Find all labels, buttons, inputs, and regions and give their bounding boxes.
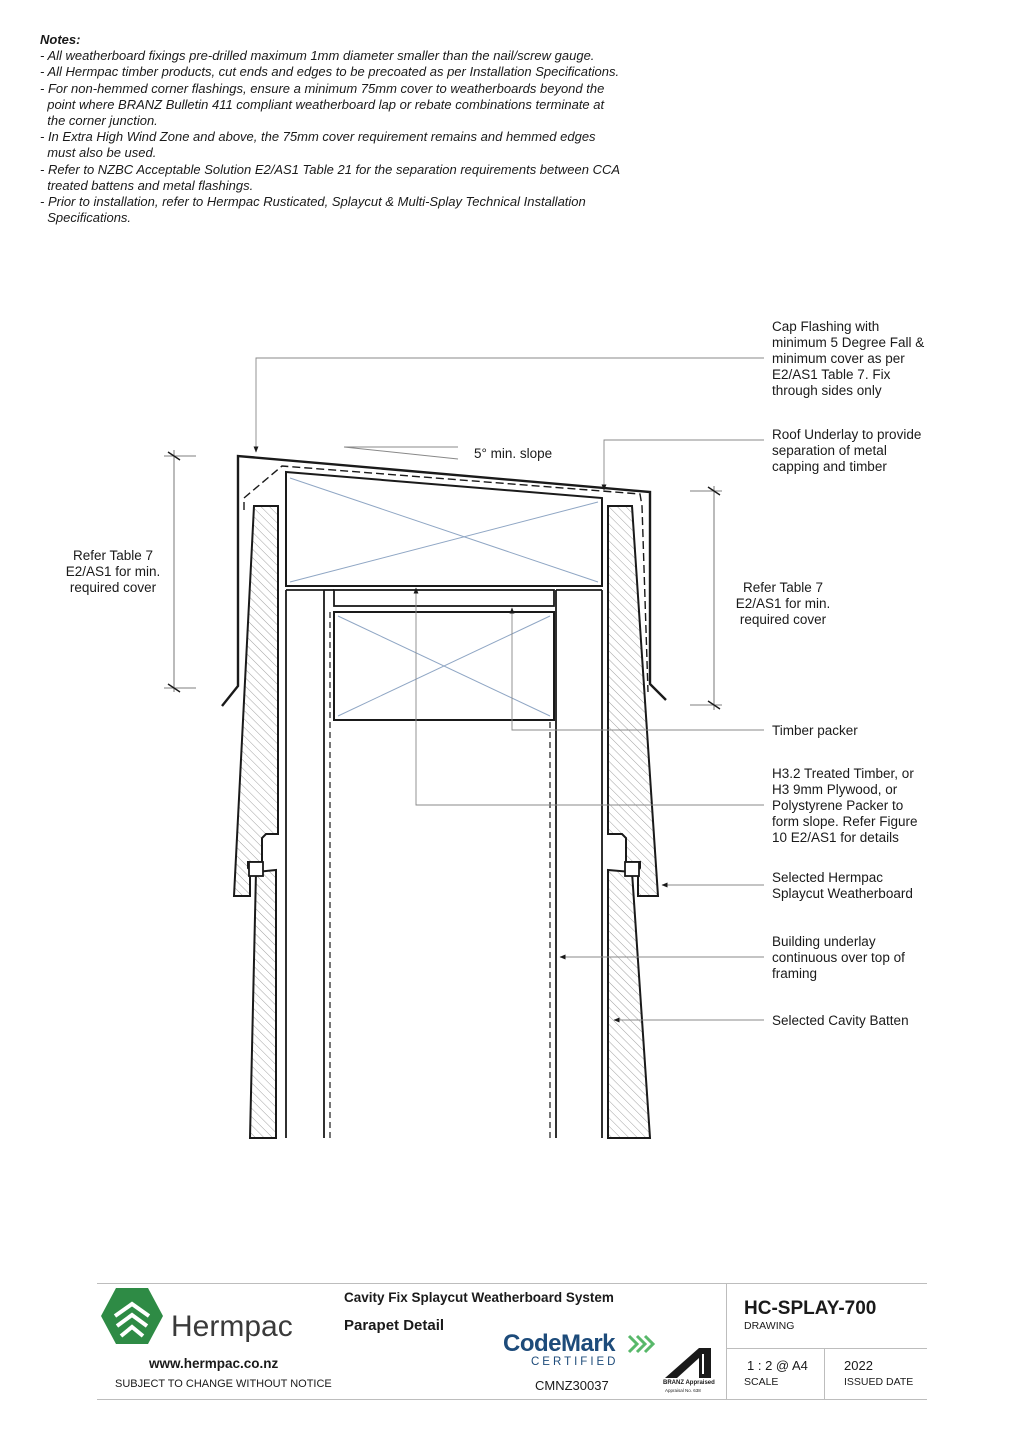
svg-text:Building underlay: Building underlay <box>772 934 876 949</box>
svg-text:Splaycut Weatherboard: Splaycut Weatherboard <box>772 886 913 901</box>
hermpac-logo-icon <box>99 1286 165 1350</box>
issued-label: ISSUED DATE <box>844 1376 914 1388</box>
system-title: Cavity Fix Splaycut Weatherboard System <box>344 1290 614 1305</box>
svg-text:required cover: required cover <box>69 580 157 595</box>
svg-text:capping and timber: capping and timber <box>772 459 887 474</box>
right-weatherboard-lower <box>608 870 650 1138</box>
note-line: - In Extra High Wind Zone and above, the 75mm cover requirement remains and hemmed edges <box>40 129 596 145</box>
branz-appraised-icon <box>663 1344 713 1380</box>
note-line: the corner junction. <box>40 113 158 129</box>
roof-underlay-label <box>772 427 921 474</box>
codemark-logo: CodeMark <box>503 1330 616 1357</box>
treated-timber-label <box>772 766 918 845</box>
drawing-label: DRAWING <box>744 1320 795 1332</box>
note-line: - For non-hemmed corner flashings, ensure a minimum 75mm cover to weatherboards beyond the <box>40 80 605 96</box>
svg-text:Cap Flashing with: Cap Flashing with <box>772 319 880 334</box>
detail-title: Parapet Detail <box>344 1317 445 1334</box>
svg-text:required cover: required cover <box>739 612 827 627</box>
issued-year: 2022 <box>844 1358 873 1373</box>
note-line: - Refer to NZBC Acceptable Solution E2/AS1 Table 21 for the separation requirements between CCA <box>40 161 621 177</box>
codemark-certified: CERTIFIED <box>531 1356 619 1368</box>
svg-text:H3 9mm Plywood, or: H3 9mm Plywood, or <box>772 782 898 797</box>
note-line: point where BRANZ Bulletin 411 compliant weatherboard lap or rebate combinations terminate at <box>40 96 605 112</box>
svg-text:10 E2/AS1 for details: 10 E2/AS1 for details <box>772 830 899 845</box>
svg-text:Refer Table 7: Refer Table 7 <box>72 548 154 563</box>
notes-title: Notes: <box>40 32 81 47</box>
svg-text:Selected Hermpac: Selected Hermpac <box>772 870 884 885</box>
right-cover-label <box>736 580 831 627</box>
svg-text:Selected Cavity Batten: Selected Cavity Batten <box>772 1013 909 1028</box>
note-line: - All Hermpac timber products, cut ends and edges to be precoated as per Installation Specifications. <box>40 64 620 80</box>
svg-text:minimum cover as per: minimum cover as per <box>772 351 905 366</box>
left-weatherboard-upper <box>234 506 278 896</box>
svg-text:framing: framing <box>772 966 818 981</box>
cavity-batten-label <box>772 1013 909 1028</box>
title-block <box>97 1283 927 1400</box>
svg-text:continuous over top of: continuous over top of <box>772 950 905 965</box>
right-cavity-batten <box>625 862 639 876</box>
note-line: Specifications. <box>40 210 132 226</box>
svg-text:Roof Underlay to provide: Roof Underlay to provide <box>772 427 922 442</box>
top-sloped-timber <box>286 472 602 586</box>
certificate-number: CMNZ30037 <box>535 1378 609 1393</box>
scale-value: 1 : 2 @ A4 <box>747 1358 808 1373</box>
note-line: must also be used. <box>40 145 157 161</box>
svg-text:Polystyrene Packer to: Polystyrene Packer to <box>772 798 904 813</box>
left-cavity-batten <box>249 862 263 876</box>
svg-text:E2/AS1 for min.: E2/AS1 for min. <box>65 564 161 579</box>
cap-flashing-label <box>772 319 924 398</box>
codemark-chevron-icon <box>627 1334 655 1354</box>
svg-text:E2/AS1 for min.: E2/AS1 for min. <box>735 596 831 611</box>
left-weatherboard-lower <box>250 870 276 1138</box>
scale-label: SCALE <box>744 1376 779 1388</box>
svg-text:Refer Table 7: Refer Table 7 <box>742 580 824 595</box>
svg-text:E2/AS1 Table 7. Fix: E2/AS1 Table 7. Fix <box>772 367 891 382</box>
slope-label: 5° min. slope <box>474 446 553 461</box>
timber-packer-label <box>772 723 858 738</box>
svg-text:through sides only: through sides only <box>772 383 882 398</box>
note-line: - Prior to installation, refer to Hermpac Rusticated, Splaycut & Multi-Splay Technical Installation <box>40 194 586 210</box>
note-line: treated battens and metal flashings. <box>40 177 254 193</box>
building-underlay-label <box>772 934 905 981</box>
note-line: - All weatherboard fixings pre-drilled maximum 1mm diameter smaller than the nail/screw gauge. <box>40 48 595 64</box>
svg-text:separation of metal: separation of metal <box>772 443 887 458</box>
weatherboard-label <box>772 870 913 901</box>
branz-label: BRANZ Appraised <box>663 1380 715 1386</box>
svg-text:H3.2 Treated Timber, or: H3.2 Treated Timber, or <box>772 766 914 781</box>
svg-text:minimum 5 Degree Fall &: minimum 5 Degree Fall & <box>772 335 925 350</box>
svg-text:Timber packer: Timber packer <box>772 723 858 738</box>
left-cover-label <box>66 548 161 595</box>
brand-name: Hermpac <box>171 1310 293 1343</box>
branz-sub-label: Appraisal No. 638 <box>665 1388 701 1393</box>
website-link[interactable]: www.hermpac.co.nz <box>149 1356 279 1371</box>
svg-text:form slope. Refer Figure: form slope. Refer Figure <box>772 814 918 829</box>
drawing-number: HC-SPLAY-700 <box>744 1298 877 1319</box>
timber-packer <box>334 590 554 606</box>
notice-text: SUBJECT TO CHANGE WITHOUT NOTICE <box>115 1378 332 1390</box>
